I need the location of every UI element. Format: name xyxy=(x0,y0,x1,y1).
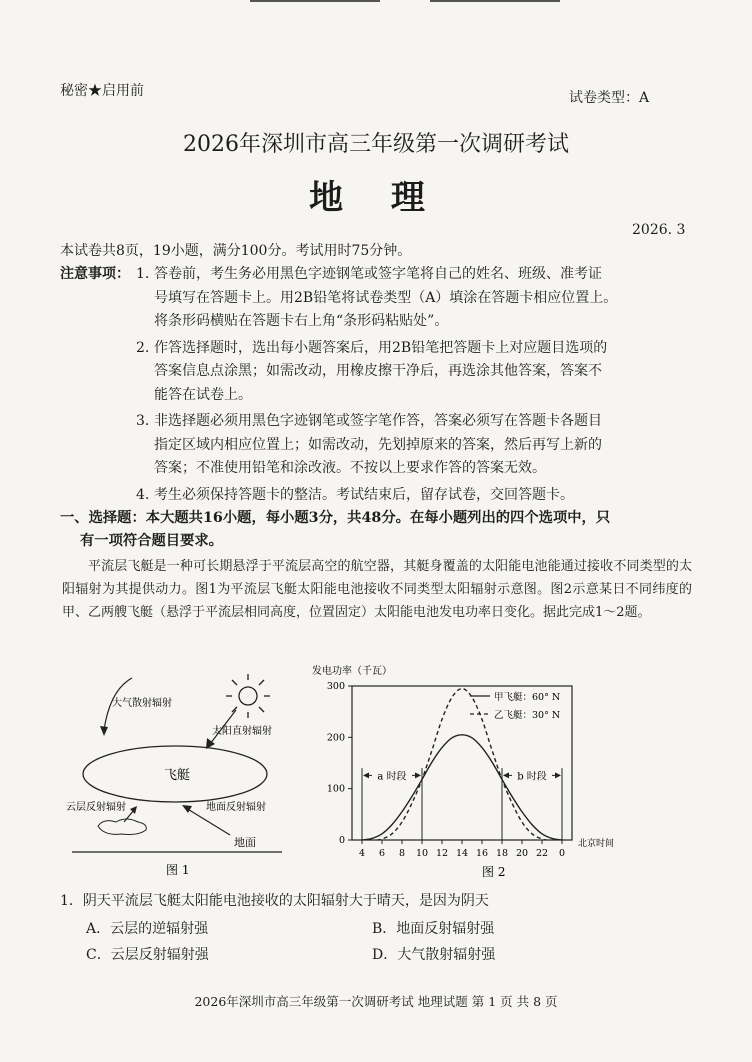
page-footer: 2026年深圳市高三年级第一次调研考试 地理试题 第 1 页 共 8 页 xyxy=(194,994,558,1009)
question-1-stem: 1．阴天平流层飞艇太阳能电池接收的太阳辐射大于晴天，是因为阴天 xyxy=(60,893,489,909)
note-line: 能答在试卷上。 xyxy=(154,386,252,403)
arrow-head xyxy=(555,772,561,778)
intro-text: 本试卷共8页，19小题，满分100分。考试用时75分钟。 xyxy=(60,243,412,259)
notes-section xyxy=(60,263,700,507)
scan-mark xyxy=(430,0,560,2)
legend-label: 甲飞艇：60° N xyxy=(494,692,561,703)
option-d[interactable]: D．大气散射辐射强 xyxy=(372,947,496,963)
figure-2-chart xyxy=(300,660,710,882)
note-line: 答卷前，考生务必用黑色字迹钢笔或签字笔将自己的姓名、班级、准考证 xyxy=(154,266,602,282)
note-line: 答案；不准使用铅笔和涂改液。不按以上要求作答的答案无效。 xyxy=(154,460,546,476)
x-tick-label: 18 xyxy=(495,848,509,859)
arrow-head xyxy=(100,726,108,736)
x-tick-label: 20 xyxy=(515,848,529,859)
arrow-head xyxy=(503,772,509,778)
x-tick-label: 16 xyxy=(475,848,489,859)
figure-1-diagram xyxy=(60,670,290,880)
exam-title: 2026年深圳市高三年级第一次调研考试 xyxy=(183,132,569,157)
passage-text: 平流层飞艇是一种可长期悬浮于平流层高空的航空器，其艇身覆盖的太阳能电池能通过接收不同类型的太阳辐射为其提供动力。图1为平流层飞艇太阳能电池接收不同类型太阳辐射示意图。图2示意某日不同纬度的甲、乙两艘飞艇（悬浮于平流层相同高度，位置固定）太阳能电池发电功率日变化。据此完成1～2题。 xyxy=(62,559,692,620)
figure-1-caption: 图 1 xyxy=(166,863,190,877)
label-cloud: 云层反射辐射 xyxy=(66,802,126,813)
note-line: 号填写在答题卡上。用2B铅笔将试卷类型（A）填涂在答题卡相应位置上。 xyxy=(154,289,618,306)
paper-type: 试卷类型：A xyxy=(569,90,650,106)
section-heading: 一、选择题：本大题共16小题，每小题3分，共48分。在每小题列出的四个选项中，只 xyxy=(60,510,611,526)
note-number: 2. xyxy=(136,339,150,356)
x-tick-label: 6 xyxy=(378,848,386,859)
arrow-head xyxy=(182,805,192,813)
note-line: 将条形码横贴在答题卡右上角“条形码粘贴处”。 xyxy=(154,313,449,329)
cloud-icon xyxy=(98,819,146,835)
legend-label: 乙飞艇：30° N xyxy=(494,710,561,721)
note-line: 非选择题必须用黑色字迹钢笔或签字笔作答，答案必须写在答题卡各题目 xyxy=(154,413,602,429)
x-tick-label: 0 xyxy=(558,848,566,859)
label-scatter: 大气散射辐射 xyxy=(112,698,172,709)
note-line: 指定区域内相应位置上；如需改动，先划掉原来的答案，然后再写上新的 xyxy=(154,436,602,453)
x-axis-label: 北京时间 xyxy=(578,839,615,849)
label-ground-reflect: 地面反射辐射 xyxy=(206,802,266,813)
label-direct: 太阳直射辐射 xyxy=(212,726,272,737)
figure-2-caption: 图 2 xyxy=(482,865,506,879)
label-ground: 地面 xyxy=(234,836,256,849)
period-label: b 时段 xyxy=(517,771,547,783)
period-label: a 时段 xyxy=(377,771,407,783)
option-b[interactable]: B．地面反射辐射强 xyxy=(372,921,495,937)
note-line: 答案信息点涂黑；如需改动，用橡皮擦干净后，再选涂其他答案，答案不 xyxy=(154,363,602,379)
y-tick-label: 200 xyxy=(326,732,345,744)
option-c[interactable]: C．云层反射辐射强 xyxy=(86,947,209,963)
x-tick-label: 14 xyxy=(455,848,469,859)
y-tick-label: 0 xyxy=(338,835,345,846)
x-tick-label: 4 xyxy=(358,848,366,859)
notes-label: 注意事项： xyxy=(60,266,130,282)
x-tick-label: 8 xyxy=(398,848,406,859)
secret-label: 秘密★启用前 xyxy=(60,83,144,99)
exam-date: 2026. 3 xyxy=(632,222,686,238)
x-tick-label: 22 xyxy=(535,848,549,859)
arrow-head xyxy=(415,772,421,778)
note-number: 4. xyxy=(136,486,150,503)
label-airship: 飞艇 xyxy=(164,768,191,783)
scan-mark xyxy=(250,0,380,2)
x-tick-label: 12 xyxy=(435,848,449,859)
y-axis-label: 发电功率（千瓦） xyxy=(312,666,392,677)
x-tick-label: 10 xyxy=(415,848,429,859)
reading-passage xyxy=(62,555,692,624)
note-number: 3. xyxy=(136,413,150,429)
note-line: 考生必须保持答题卡的整洁。考试结束后，留存试卷，交回答题卡。 xyxy=(154,486,574,503)
arrow-head xyxy=(363,772,369,778)
series-line-jia xyxy=(362,735,562,840)
subject-title: 地 理 xyxy=(309,178,443,218)
sun-icon xyxy=(226,674,270,718)
note-line: 作答选择题时，选出每小题答案后，用2B铅笔把答题卡上对应题目选项的 xyxy=(154,339,608,356)
section-heading-cont: 有一项符合题目要求。 xyxy=(80,533,223,549)
note-number: 1. xyxy=(136,266,150,282)
option-a[interactable]: A．云层的逆辐射强 xyxy=(86,921,209,937)
y-tick-label: 100 xyxy=(326,783,345,795)
y-tick-label: 300 xyxy=(326,681,345,692)
